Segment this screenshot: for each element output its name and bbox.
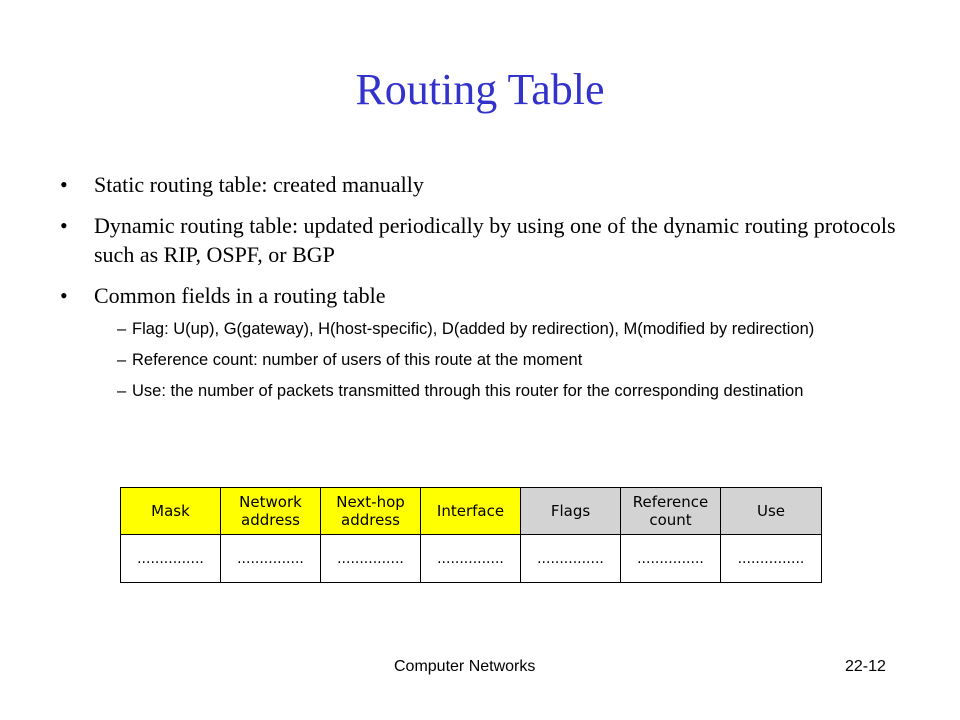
footer-slide-number: 22-12: [845, 658, 886, 675]
bullet-text: Common fields in a routing table: [94, 283, 386, 308]
table-cell-flags: ...............: [521, 535, 621, 582]
header-flags: Flags: [521, 488, 621, 535]
bullet-item: [60, 281, 920, 310]
sub-bullet-marker: –: [117, 382, 127, 400]
table-cell-next-hop-address: ...............: [321, 535, 421, 582]
bullet-text: Dynamic routing table: updated periodically by using one of the dynamic routing protocols such as RIP, OSPF, or BGP: [94, 213, 896, 267]
header-mask: Mask: [121, 488, 221, 535]
bullet-item: [60, 211, 920, 269]
sub-bullet-item: [60, 349, 920, 372]
sub-bullet-item: [60, 380, 920, 403]
routing-table-figure: [120, 487, 822, 583]
bullet-marker: •: [60, 213, 68, 238]
header-next-hop-address: Next-hop address: [321, 488, 421, 535]
table-cell-reference-count: ...............: [621, 535, 721, 582]
sub-bullet-list: [60, 318, 920, 403]
table-cell-mask: ...............: [121, 535, 221, 582]
header-network-address: Network address: [221, 488, 321, 535]
sub-bullet-text: Use: the number of packets transmitted through this router for the corresponding destination: [132, 382, 804, 400]
sub-bullet-marker: –: [117, 351, 127, 369]
table-cell-interface: ...............: [421, 535, 521, 582]
table-cell-use: ...............: [737, 550, 805, 567]
header-use: Use: [721, 488, 821, 535]
table-cell-network-address: ...............: [221, 535, 321, 582]
bullet-list: [60, 170, 920, 411]
slide-title: Routing Table: [355, 65, 605, 114]
bullet-marker: •: [60, 283, 68, 308]
header-reference-count: Reference count: [621, 488, 721, 535]
header-interface: Interface: [421, 488, 521, 535]
sub-bullet-item: [60, 318, 920, 341]
sub-bullet-text: Flag: U(up), G(gateway), H(host-specific), D(added by redirection), M(modified by redirection): [132, 320, 815, 338]
footer-course-name: Computer Networks: [394, 658, 536, 675]
sub-bullet-text: Reference count: number of users of this route at the moment: [132, 351, 583, 369]
bullet-item: [60, 170, 920, 199]
sub-bullet-marker: –: [117, 320, 127, 338]
bullet-marker: •: [60, 172, 68, 197]
bullet-text: Static routing table: created manually: [94, 172, 424, 197]
